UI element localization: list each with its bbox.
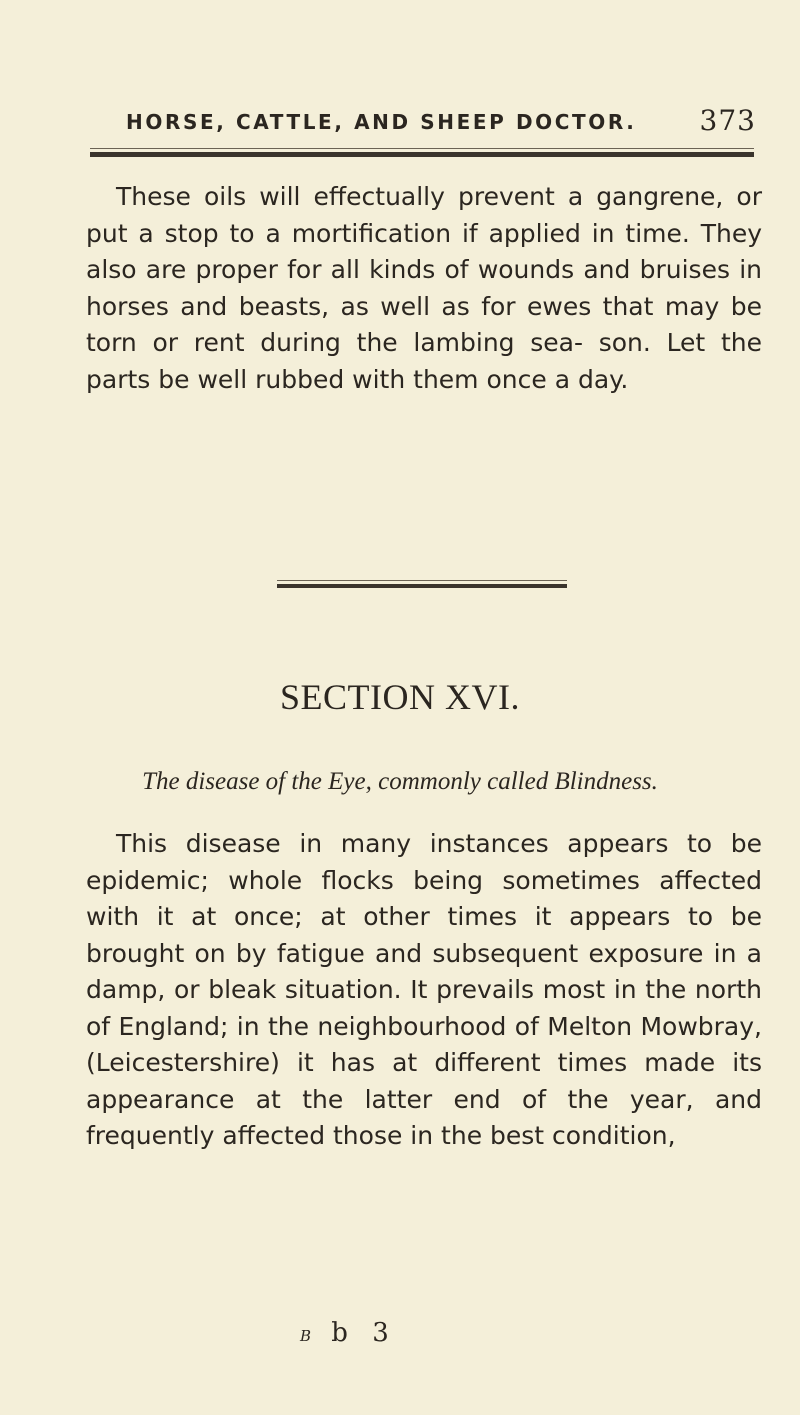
signature-letter: B: [300, 1327, 316, 1345]
running-head: [126, 104, 756, 144]
paragraph-oils: These oils will effectually prevent a gangrene, or put a stop to a mortification if applied in time. They also are proper for all kinds of wounds and bruises in horses and beasts, as well as for ewes that may be torn or rent during the lambing sea- son. Let the parts be well rubbed with them once a day.: [86, 182, 762, 394]
running-title: HORSE, CATTLE, AND SHEEP DOCTOR.: [126, 110, 637, 134]
section-divider-thin: [277, 580, 567, 581]
page-number: 373: [699, 104, 756, 137]
header-rule: [90, 152, 754, 157]
signature-main: b 3: [331, 1318, 397, 1348]
header-rule-thin: [90, 148, 754, 149]
section-subtitle: The disease of the Eye, commonly called Blindness.: [142, 768, 658, 795]
paragraph-blindness: This disease in many instances appears to be epidemic; whole flocks being sometimes affected with it at once; at other times it appears to be brought on by fatigue and subsequent exposure in a damp, or bleak situation. It prevails most in the north of England; in the neighbourhood of Melton Mowbray, (Leicestershire) it has at different times made its appearance at the latter end of the year, and frequently affected those in the best condition,: [86, 829, 762, 1150]
signature-mark: [300, 1318, 397, 1348]
section-divider: [277, 584, 567, 588]
section-heading: SECTION XVI.: [280, 677, 520, 717]
